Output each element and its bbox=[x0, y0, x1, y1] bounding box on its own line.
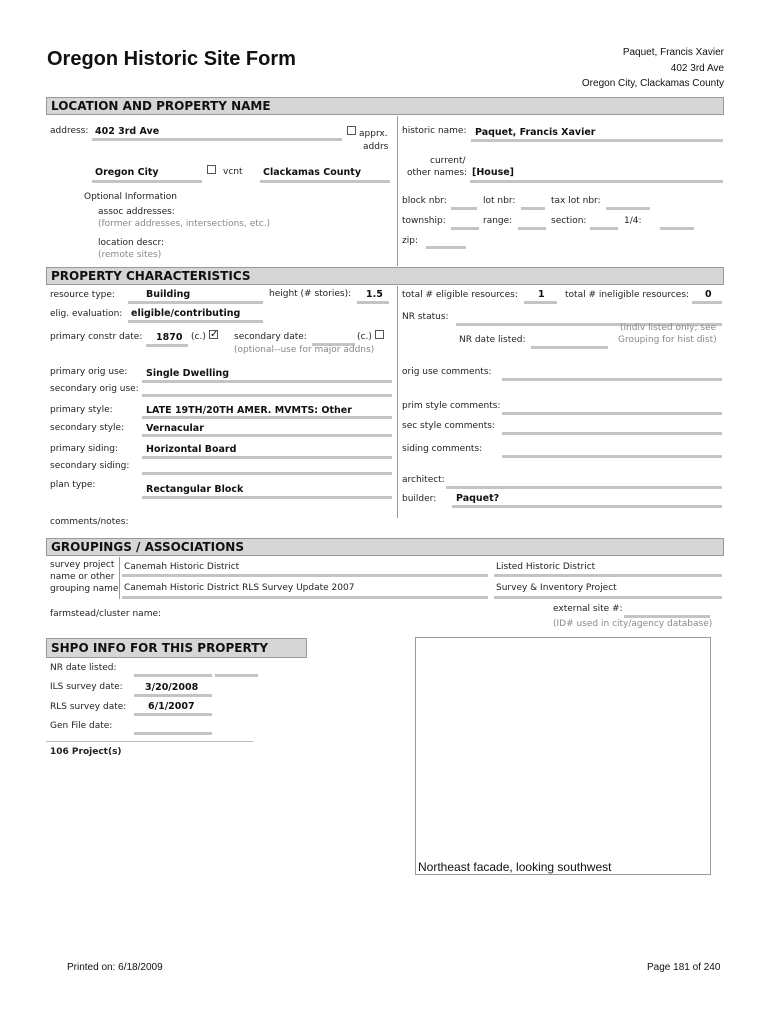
nr-status-label: NR status: bbox=[402, 312, 449, 322]
secondary-siding-field[interactable] bbox=[142, 472, 392, 475]
header-city-county: Oregon City, Clackamas County bbox=[581, 78, 724, 89]
rls-survey-date-value[interactable]: 6/1/2007 bbox=[148, 701, 195, 712]
grouping-row1-type[interactable]: Listed Historic District bbox=[496, 562, 596, 572]
location-descr-label: location descr: bbox=[98, 238, 165, 248]
secondary-date-hint: (optional--use for major addns) bbox=[234, 345, 375, 355]
orig-use-comments-label: orig use comments: bbox=[402, 367, 492, 377]
historic-name-value[interactable]: Paquet, Francis Xavier bbox=[475, 127, 596, 138]
apprx-checkbox[interactable] bbox=[347, 126, 356, 135]
primary-constr-date-underline bbox=[146, 344, 188, 347]
property-divider bbox=[397, 286, 398, 518]
township-label: township: bbox=[402, 216, 446, 226]
ils-survey-date-label: ILS survey date: bbox=[50, 682, 123, 692]
height-label: height (# stories): bbox=[269, 289, 352, 299]
apprx-label: apprx. bbox=[359, 129, 388, 139]
block-nbr-field[interactable] bbox=[451, 207, 477, 210]
header-address: 402 3rd Ave bbox=[670, 63, 724, 74]
survey-project-label-2: name or other bbox=[50, 572, 115, 582]
resource-type-underline bbox=[128, 301, 263, 304]
secondary-orig-use-field[interactable] bbox=[142, 394, 392, 397]
property-section-header: PROPERTY CHARACTERISTICS bbox=[46, 267, 724, 285]
gen-file-date-field[interactable] bbox=[134, 732, 212, 735]
elig-evaluation-underline bbox=[128, 320, 263, 323]
prim-style-comments-label: prim style comments: bbox=[402, 401, 501, 411]
elig-evaluation-label: elig. evaluation: bbox=[50, 309, 123, 319]
siding-comments-label: siding comments: bbox=[402, 444, 483, 454]
grouping-row2-type[interactable]: Survey & Inventory Project bbox=[496, 583, 617, 593]
primary-constr-date-label: primary constr date: bbox=[50, 332, 143, 342]
orig-use-comments-field[interactable] bbox=[502, 378, 722, 381]
elig-evaluation-value[interactable]: eligible/contributing bbox=[131, 308, 241, 319]
range-label: range: bbox=[483, 216, 513, 226]
resource-type-value[interactable]: Building bbox=[146, 289, 191, 300]
siding-comments-field[interactable] bbox=[502, 455, 722, 458]
primary-style-value[interactable]: LATE 19TH/20TH AMER. MVMTS: Other bbox=[146, 405, 352, 416]
city-value[interactable]: Oregon City bbox=[95, 167, 159, 178]
grouping-row2-underline bbox=[122, 596, 488, 599]
quarter-field[interactable] bbox=[660, 227, 694, 230]
primary-orig-use-value[interactable]: Single Dwelling bbox=[146, 368, 230, 379]
location-divider bbox=[397, 116, 398, 266]
sec-style-comments-field[interactable] bbox=[502, 432, 722, 435]
survey-project-label-1: survey project bbox=[50, 560, 115, 570]
printed-on: Printed on: 6/18/2009 bbox=[67, 962, 163, 973]
secondary-style-underline bbox=[142, 434, 392, 437]
secondary-circa-checkbox[interactable] bbox=[375, 330, 384, 339]
height-underline bbox=[357, 301, 389, 304]
builder-label: builder: bbox=[402, 494, 437, 504]
architect-field[interactable] bbox=[446, 486, 722, 489]
survey-project-label-3: grouping name bbox=[50, 584, 119, 594]
section-label: section: bbox=[551, 216, 587, 226]
shpo-divider bbox=[46, 741, 253, 742]
plan-type-value[interactable]: Rectangular Block bbox=[146, 484, 244, 495]
rls-survey-date-underline bbox=[134, 713, 212, 716]
shpo-nr-date-field-2[interactable] bbox=[215, 674, 258, 677]
other-names-value[interactable]: [House] bbox=[472, 167, 515, 178]
page-number: Page 181 of 240 bbox=[647, 962, 721, 973]
secondary-circa-label: (c.) bbox=[357, 332, 372, 342]
location-descr-hint: (remote sites) bbox=[98, 250, 162, 260]
shpo-nr-date-label: NR date listed: bbox=[50, 663, 117, 673]
vcnt-checkbox[interactable] bbox=[207, 165, 216, 174]
zip-field[interactable] bbox=[426, 246, 466, 249]
sec-style-comments-label: sec style comments: bbox=[402, 421, 495, 431]
architect-label: architect: bbox=[402, 475, 445, 485]
total-ineligible-value[interactable]: 0 bbox=[705, 289, 712, 300]
section-field[interactable] bbox=[590, 227, 618, 230]
grouping-row1-underline bbox=[122, 574, 488, 577]
ils-survey-date-underline bbox=[134, 694, 212, 697]
vcnt-label: vcnt bbox=[223, 167, 243, 177]
current-label: current/ bbox=[430, 156, 466, 166]
grouping-row2-type-underline bbox=[494, 596, 722, 599]
primary-orig-use-label: primary orig use: bbox=[50, 367, 128, 377]
external-site-label: external site #: bbox=[553, 604, 623, 614]
total-eligible-value[interactable]: 1 bbox=[538, 289, 545, 300]
assoc-addresses-hint: (former addresses, intersections, etc.) bbox=[98, 219, 271, 229]
primary-constr-date-value[interactable]: 1870 bbox=[156, 332, 183, 343]
range-field[interactable] bbox=[518, 227, 546, 230]
rls-survey-date-label: RLS survey date: bbox=[50, 702, 127, 712]
secondary-style-label: secondary style: bbox=[50, 423, 125, 433]
projects-106-label: 106 Project(s) bbox=[50, 747, 122, 757]
address-value[interactable]: 402 3rd Ave bbox=[95, 126, 160, 137]
ils-survey-date-value[interactable]: 3/20/2008 bbox=[145, 682, 199, 693]
other-names-label: other names: bbox=[407, 168, 468, 178]
grouping-row1-name[interactable]: Canemah Historic District bbox=[124, 562, 240, 572]
shpo-nr-date-field[interactable] bbox=[134, 674, 212, 677]
primary-circa-checkbox[interactable]: ✓ bbox=[210, 329, 219, 340]
comments-notes-label: comments/notes: bbox=[50, 517, 129, 527]
plan-type-label: plan type: bbox=[50, 480, 96, 490]
gen-file-date-label: Gen File date: bbox=[50, 721, 113, 731]
prim-style-comments-field[interactable] bbox=[502, 412, 722, 415]
primary-siding-label: primary siding: bbox=[50, 444, 118, 454]
addrs-label: addrs bbox=[363, 142, 389, 152]
lot-nbr-field[interactable] bbox=[521, 207, 545, 210]
primary-circa-label: (c.) bbox=[191, 332, 206, 342]
tax-lot-nbr-field[interactable] bbox=[606, 207, 650, 210]
lot-nbr-label: lot nbr: bbox=[483, 196, 516, 206]
secondary-style-value[interactable]: Vernacular bbox=[146, 423, 204, 434]
zip-label: zip: bbox=[402, 236, 418, 246]
photo-frame bbox=[415, 637, 711, 875]
indiv-hint-1: (indiv listed only; see bbox=[620, 323, 717, 333]
form-title: Oregon Historic Site Form bbox=[47, 48, 296, 70]
groupings-section-header: GROUPINGS / ASSOCIATIONS bbox=[46, 538, 724, 556]
external-site-hint: (ID# used in city/agency database) bbox=[553, 619, 713, 629]
primary-orig-use-underline bbox=[142, 380, 392, 383]
historic-name-label: historic name: bbox=[402, 126, 467, 136]
grouping-row1-type-underline bbox=[494, 574, 722, 577]
external-site-field[interactable] bbox=[624, 615, 710, 618]
primary-style-label: primary style: bbox=[50, 405, 113, 415]
plan-type-underline bbox=[142, 496, 392, 499]
nr-date-listed-field[interactable] bbox=[531, 346, 608, 349]
secondary-orig-use-label: secondary orig use: bbox=[50, 384, 139, 394]
photo-caption: Northeast facade, looking southwest bbox=[418, 860, 612, 874]
total-eligible-label: total # eligible resources: bbox=[402, 290, 518, 300]
optional-info-label: Optional Information bbox=[84, 192, 178, 202]
quarter-label: 1/4: bbox=[624, 216, 642, 226]
header-name: Paquet, Francis Xavier bbox=[622, 47, 724, 58]
height-value[interactable]: 1.5 bbox=[366, 289, 383, 300]
primary-style-underline bbox=[142, 416, 392, 419]
county-value[interactable]: Clackamas County bbox=[263, 167, 362, 178]
primary-siding-underline bbox=[142, 456, 392, 459]
secondary-date-label: secondary date: bbox=[234, 332, 307, 342]
groupings-left-divider bbox=[119, 557, 120, 599]
builder-underline bbox=[452, 505, 722, 508]
assoc-addresses-label: assoc addresses: bbox=[98, 207, 175, 217]
block-nbr-label: block nbr: bbox=[402, 196, 447, 206]
address-underline bbox=[92, 138, 342, 141]
farmstead-label: farmstead/cluster name: bbox=[50, 609, 162, 619]
grouping-row2-name[interactable]: Canemah Historic District RLS Survey Update 2007 bbox=[124, 583, 355, 593]
builder-value[interactable]: Paquet? bbox=[456, 493, 500, 504]
nr-date-listed-label: NR date listed: bbox=[459, 335, 526, 345]
indiv-hint-2: Grouping for hist dist) bbox=[618, 335, 717, 345]
secondary-siding-label: secondary siding: bbox=[50, 461, 130, 471]
location-section-header: LOCATION AND PROPERTY NAME bbox=[46, 97, 724, 115]
historic-name-underline bbox=[471, 139, 723, 142]
primary-siding-value[interactable]: Horizontal Board bbox=[146, 444, 237, 455]
city-underline bbox=[92, 180, 202, 183]
total-eligible-underline bbox=[524, 301, 557, 304]
township-field[interactable] bbox=[451, 227, 479, 230]
county-underline bbox=[260, 180, 390, 183]
other-names-underline bbox=[470, 180, 723, 183]
total-ineligible-underline bbox=[692, 301, 722, 304]
shpo-section-header: SHPO INFO FOR THIS PROPERTY bbox=[46, 638, 307, 658]
total-ineligible-label: total # ineligible resources: bbox=[565, 290, 690, 300]
tax-lot-nbr-label: tax lot nbr: bbox=[551, 196, 601, 206]
address-label: address: bbox=[50, 126, 89, 136]
resource-type-label: resource type: bbox=[50, 290, 115, 300]
